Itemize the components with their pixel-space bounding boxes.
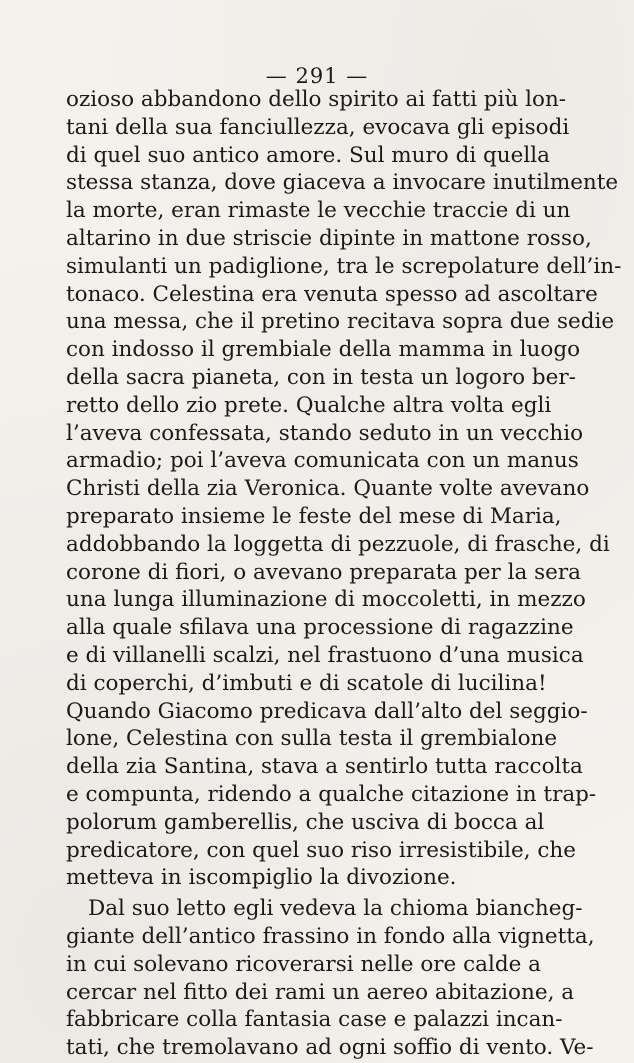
text-line: Dal suo letto egli vedeva la chioma biancheg- [88,896,583,922]
text-line: tonaco. Celestina era venuta spesso ad ascoltare [66,281,598,307]
text-line: di coperchi, d’imbuti e di scatole di lucilina! [66,670,547,696]
text-line: addobbando la loggetta di pezzuole, di frasche, di [66,531,610,557]
text-line: con indosso il grembiale della mamma in luogo [66,337,581,363]
text-line: giante dell’antico frassino in fondo alla vignetta, [66,923,595,949]
text-line: di quel suo antico amore. Sul muro di quella [66,142,550,168]
paragraph-2 [66,895,595,1062]
text-line: l’aveva confessata, stando seduto in un vecchio [66,420,584,446]
text-line: della sacra pianeta, con in testa un logoro ber- [66,364,576,390]
text-line: della zia Santina, stava a sentirlo tutta raccolta [66,754,583,780]
body-text [66,86,622,1062]
text-line: Quando Giacomo predicava dall’alto del seggio- [66,698,588,724]
text-line: cercar nel fitto dei rami un aereo abitazione, a [66,979,575,1005]
text-line: una lunga illuminazione di moccoletti, in mezzo [66,587,586,613]
text-line: alla quale sfilava una processione di ragazzine [66,615,574,641]
text-line: stessa stanza, dove giaceva a invocare inutilmente [66,170,619,196]
text-line: metteva in iscompiglio la divozione. [66,865,457,891]
paragraph-1 [66,86,622,892]
text-line: Christi della zia Veronica. Quante volte avevano [66,476,590,502]
text-line: corone di fiori, o avevano preparata per la sera [66,559,581,585]
text-line: retto dello zio prete. Qualche altra volta egli [66,392,552,418]
text-line: e di villanelli scalzi, nel frastuono d’una musica [66,642,584,668]
text-line: simulanti un padiglione, tra le screpolature dell’in- [66,253,622,279]
text-line: armadio; poi l’aveva comunicata con un manus [66,448,579,474]
text-line: fabbricare colla fantasia case e palazzi incan- [66,1007,563,1033]
text-line: e compunta, ridendo a qualche citazione in trap- [66,781,597,807]
page-number: — 291 — [265,64,369,88]
text-line: tani della sua fanciullezza, evocava gli episodi [66,114,570,140]
text-line: polorum gamberellis, che usciva di bocca al [66,809,545,835]
text-line: una messa, che il pretino recitava sopra due sedie [66,309,615,335]
text-line: in cui solevano ricoverarsi nelle ore calde a [66,951,541,977]
text-line: altarino in due striscie dipinte in mattone rosso, [66,225,592,251]
text-line: tati, che tremolavano ad ogni soffio di vento. Ve- [66,1035,594,1061]
text-line: ozioso abbandono dello spirito ai fatti più lon- [66,87,567,112]
text-line: predicatore, con quel suo riso irresistibile, che [66,837,576,863]
text-line: preparato insieme le feste del mese di Maria, [66,503,562,529]
text-line: la morte, eran rimaste le vecchie traccie di un [66,198,571,224]
text-line: lone, Celestina con sulla testa il grembialone [66,726,558,752]
